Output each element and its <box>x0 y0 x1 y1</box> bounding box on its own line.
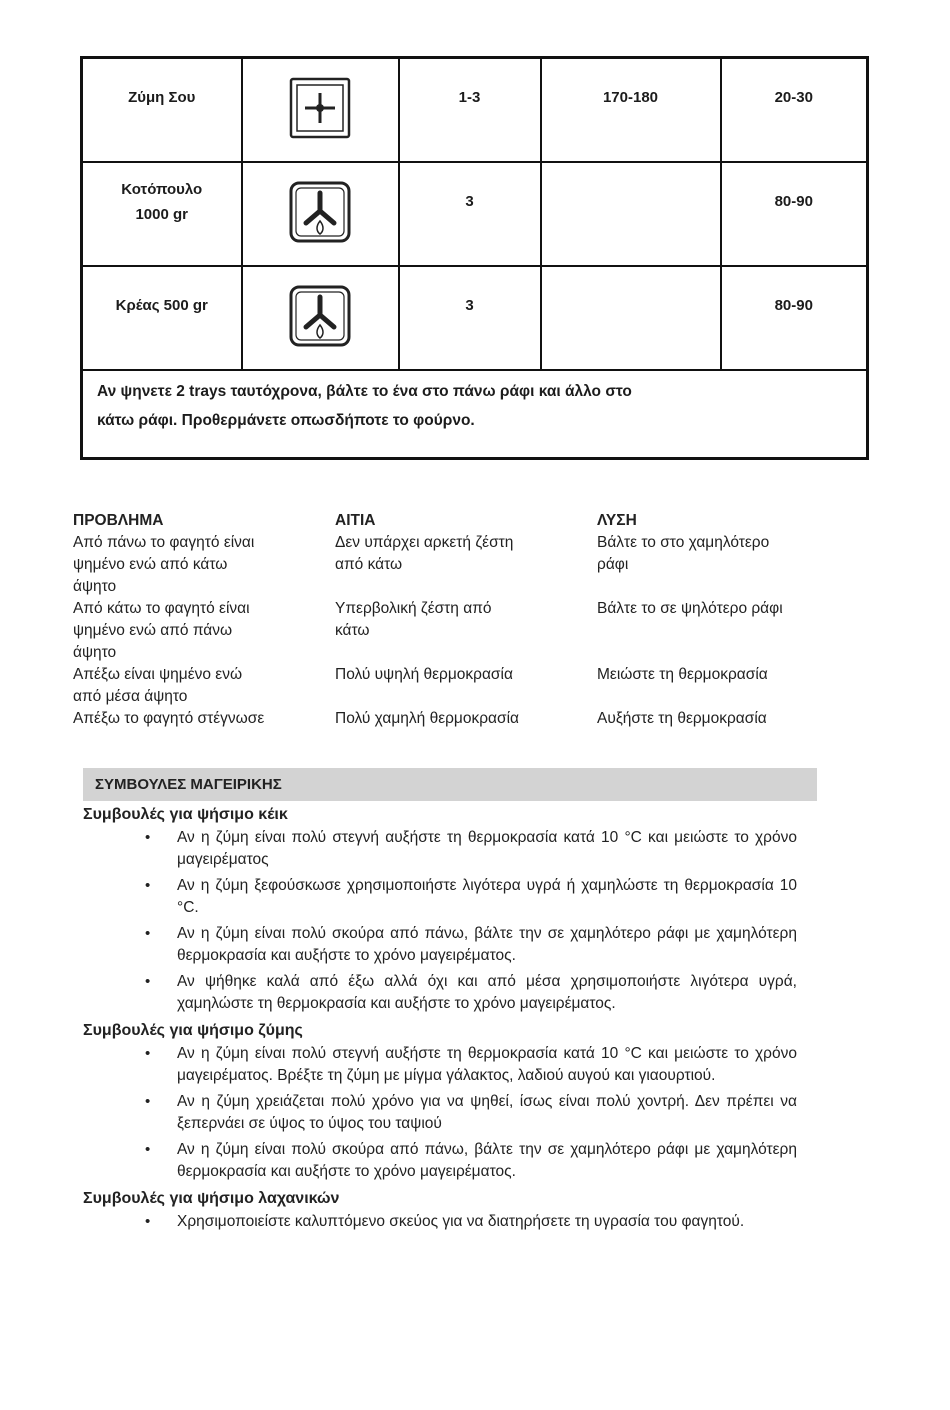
problem-cell <box>73 598 335 664</box>
food-cell <box>82 266 242 370</box>
list-item <box>83 971 817 1015</box>
cell-line: Πολύ χαμηλή θερμοκρασία <box>335 710 519 727</box>
cell-line: άψητο <box>73 644 117 661</box>
cell-line: από κάτω <box>335 556 403 573</box>
gas-flame-fan-icon <box>287 179 353 245</box>
tip-section-title: Συμβουλές για ψήσιμο λαχανικών <box>83 1190 340 1207</box>
table-row <box>73 708 843 730</box>
temperature-cell <box>541 266 721 370</box>
cause-header: ΑΙΤΙΑ <box>335 512 376 529</box>
food-name: Κοτόπουλο 1000 gr <box>121 181 203 223</box>
cell-line: Βάλτε το στο χαμηλότερο <box>597 534 770 551</box>
bullet-icon: • <box>145 925 151 942</box>
cooking-note: Αν ψηνετε 2 trays ταυτόχρονα, βάλτε το ένα στο πάνω ράφι και άλλο στο κάτω ράφι. Προθερμάνετε οπωσδήποτε το φούρνο. <box>82 370 868 459</box>
cell-line: Υπερβολική ζέστη από <box>335 600 492 617</box>
cell-line: Από κάτω το φαγητό είναι <box>73 600 250 617</box>
troubleshooting-table <box>73 510 843 730</box>
table-row <box>73 532 843 598</box>
shelf-cell: 3 <box>399 266 541 370</box>
cell-line: ψημένο ενώ από κάτω <box>73 556 228 573</box>
note-row <box>82 370 868 459</box>
bullet-icon: • <box>145 1093 151 1110</box>
table-row <box>73 664 843 708</box>
tip-text: Αν ψήθηκε καλά από έξω αλλά όχι και από μέσα χρησιμοποιήστε λιγότερα υγρά, χαμηλώστε τη θερμοκρασία και αυξήστε το χρόνο μαγειρέματος. <box>177 973 797 1012</box>
table-row <box>82 266 868 370</box>
cell-line: Από πάνω το φαγητό είναι <box>73 534 255 551</box>
icon-cell <box>242 58 399 163</box>
cell-line: Απέξω το φαγητό στέγνωσε <box>73 710 265 727</box>
cooking-table <box>80 56 869 460</box>
list-item <box>83 1139 817 1183</box>
table-row <box>82 58 868 163</box>
tip-text: Αν η ζύμη είναι πολύ στεγνή αυξήστε τη θερμοκρασία κατά 10 °C και μειώστε το χρόνο μαγειρέματος. Βρέξτε τη ζύμη με μίγμα γάλακτος, λαδιού αυγού και γιαουρτιού. <box>177 1045 797 1084</box>
tip-text: Χρησιμοποιείστε καλυπτόμενο σκεύος για να διατηρήσετε τη υγρασία του φαγητού. <box>177 1213 745 1230</box>
tip-sections <box>83 803 817 1233</box>
cell-line: Πολύ υψηλή θερμοκρασία <box>335 666 513 683</box>
list-item <box>83 827 817 871</box>
list-item <box>83 1091 817 1135</box>
tip-text: Αν η ζύμη χρειάζεται πολύ χρόνο για να ψηθεί, ίσως είναι πολύ χοντρή. Δεν πρέπει να ξεπερνάει σε ύψος το ύψος του ταψιού <box>177 1093 797 1132</box>
list-item <box>83 923 817 967</box>
tip-list <box>83 1043 817 1183</box>
tip-text: Αν η ζύμη είναι πολύ σκούρα από πάνω, βάλτε την σε χαμηλότερο ράφι με χαμηλότερη θερμοκρασία και αυξήστε το χρόνο μαγειρέματος. <box>177 1141 797 1180</box>
shelf-cell: 1-3 <box>399 58 541 163</box>
bullet-icon: • <box>145 973 151 990</box>
tip-list <box>83 1211 817 1233</box>
icon-cell <box>242 266 399 370</box>
bullet-icon: • <box>145 829 151 846</box>
shelf-cell: 3 <box>399 162 541 266</box>
cell-line: Δεν υπάρχει αρκετή ζέστη <box>335 534 514 551</box>
cell-line: Βάλτε το σε ψηλότερο ράφι <box>597 600 783 617</box>
solution-cell <box>597 708 843 730</box>
table-row <box>73 598 843 664</box>
list-item <box>83 1043 817 1087</box>
tip-section-title: Συμβουλές για ψήσιμο κέικ <box>83 806 288 823</box>
cell-line: Αυξήστε τη θερμοκρασία <box>597 710 767 727</box>
cooking-tips <box>83 768 817 1237</box>
solution-cell <box>597 598 843 664</box>
cell-line: Απέξω είναι ψημένο ενώ <box>73 666 243 683</box>
time-cell: 80-90 <box>721 162 868 266</box>
food-cell <box>82 162 242 266</box>
fan-heating-icon <box>287 75 353 141</box>
food-name: Κρέας 500 gr <box>115 297 208 314</box>
tip-text: Αν η ζύμη είναι πολύ σκούρα από πάνω, βάλτε την σε χαμηλότερο ράφι με χαμηλότερη θερμοκρασία και αυξήστε το χρόνο μαγειρέματος. <box>177 925 797 964</box>
cell-line: ράφι <box>597 556 629 573</box>
troubleshooting-rows <box>73 532 843 730</box>
cell-line: ψημένο ενώ από πάνω <box>73 622 233 639</box>
tip-text: Αν η ζύμη ξεφούσκωσε χρησιμοποιήστε λιγότερα υγρά ή χαμηλώστε τη θερμοκρασία 10 °C. <box>177 877 797 916</box>
solution-cell <box>597 664 843 708</box>
cell-line: από μέσα άψητο <box>73 688 188 705</box>
troubleshooting-header <box>73 510 843 532</box>
table-row <box>82 162 868 266</box>
tips-header: ΣΥΜΒΟΥΛΕΣ ΜΑΓΕΙΡΙΚΗΣ <box>83 768 817 801</box>
problem-cell <box>73 532 335 598</box>
bullet-icon: • <box>145 1045 151 1062</box>
solution-cell <box>597 532 843 598</box>
cell-line: Μειώστε τη θερμοκρασία <box>597 666 768 683</box>
cause-cell <box>335 708 597 730</box>
tip-list <box>83 827 817 1015</box>
gas-flame-fan-icon <box>287 283 353 349</box>
icon-cell <box>242 162 399 266</box>
cell-line: κάτω <box>335 622 370 639</box>
bullet-icon: • <box>145 1213 151 1230</box>
problem-cell <box>73 708 335 730</box>
cell-line: άψητο <box>73 578 117 595</box>
time-cell: 20-30 <box>721 58 868 163</box>
bullet-icon: • <box>145 1141 151 1158</box>
tip-text: Αν η ζύμη είναι πολύ στεγνή αυξήστε τη θερμοκρασία κατά 10 °C και μειώστε το χρόνο μαγειρέματος <box>177 829 797 868</box>
temperature-cell: 170-180 <box>541 58 721 163</box>
cause-cell <box>335 664 597 708</box>
cause-cell <box>335 532 597 598</box>
bullet-icon: • <box>145 877 151 894</box>
time-cell: 80-90 <box>721 266 868 370</box>
list-item <box>83 1211 817 1233</box>
cause-cell <box>335 598 597 664</box>
food-name: Ζύμη Σου <box>128 89 196 106</box>
temperature-cell <box>541 162 721 266</box>
problem-header: ΠΡΟΒΛΗΜΑ <box>73 512 164 529</box>
problem-cell <box>73 664 335 708</box>
list-item <box>83 875 817 919</box>
food-cell <box>82 58 242 163</box>
tip-section-title: Συμβουλές για ψήσιμο ζύμης <box>83 1022 303 1039</box>
solution-header: ΛΥΣΗ <box>597 512 637 529</box>
